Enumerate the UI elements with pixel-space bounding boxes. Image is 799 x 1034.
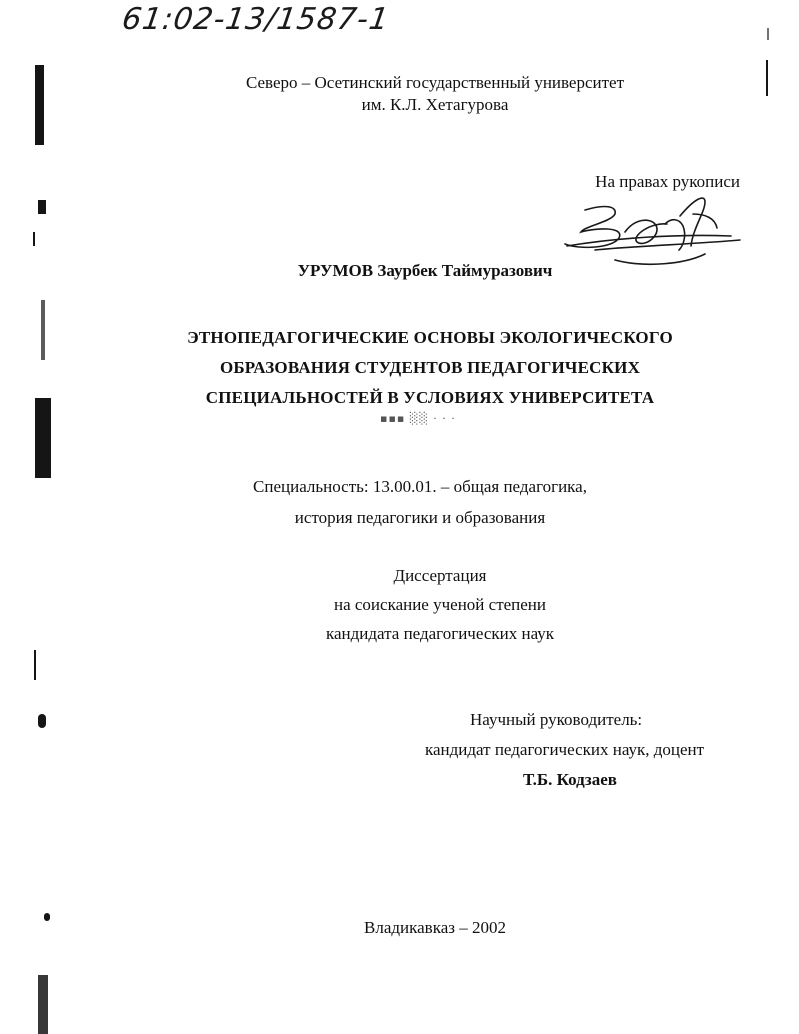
specialty-line-2: история педагогики и образования xyxy=(294,508,546,527)
title-line-1: ЭТНОПЕДАГОГИЧЕСКИЕ ОСНОВЫ ЭКОЛОГИЧЕСКОГО xyxy=(187,328,673,347)
dissertation-type xyxy=(220,561,660,648)
university-name xyxy=(200,72,670,116)
scan-artifact xyxy=(35,398,51,478)
specialty xyxy=(180,471,660,533)
dissertation-line-1: Диссертация xyxy=(393,566,487,585)
university-line-1: Северо – Осетинский государственный университет xyxy=(245,73,625,92)
library-stamp: ▪▪▪ ░░ · · · xyxy=(380,412,456,425)
scan-artifact xyxy=(38,200,46,214)
manuscript-rights: На правах рукописи xyxy=(595,172,740,191)
scan-artifact xyxy=(38,975,48,1034)
catalog-number: 61:02-13/1587-1 xyxy=(119,2,392,37)
signature xyxy=(555,188,745,270)
dissertation-title xyxy=(120,323,740,413)
scan-artifact xyxy=(766,60,768,96)
scan-artifact xyxy=(44,913,50,921)
specialty-line-1: Специальность: 13.00.01. – общая педагогика, xyxy=(253,477,587,496)
scan-artifact xyxy=(35,65,44,145)
author-name: УРУМОВ Заурбек Таймуразович xyxy=(297,261,553,280)
advisor-degree: кандидат педагогических наук, доцент xyxy=(425,740,705,759)
scan-artifact xyxy=(33,232,35,246)
scan-artifact xyxy=(38,714,46,728)
place-year: Владикавказ – 2002 xyxy=(364,918,506,937)
title-line-3: СПЕЦИАЛЬНОСТЕЙ В УСЛОВИЯХ УНИВЕРСИТЕТА xyxy=(205,388,655,407)
scan-artifact xyxy=(34,650,36,680)
advisor-label: Научный руководитель: xyxy=(470,710,643,729)
scan-artifact xyxy=(41,300,45,360)
dissertation-line-3: кандидата педагогических наук xyxy=(325,624,555,643)
title-line-2: ОБРАЗОВАНИЯ СТУДЕНТОВ ПЕДАГОГИЧЕСКИХ xyxy=(219,358,641,377)
advisor-name: Т.Б. Кодзаев xyxy=(523,770,617,789)
dissertation-line-2: на соискание ученой степени xyxy=(333,595,547,614)
university-line-2: им. К.Л. Хетагурова xyxy=(361,95,509,114)
scan-artifact xyxy=(767,28,769,40)
